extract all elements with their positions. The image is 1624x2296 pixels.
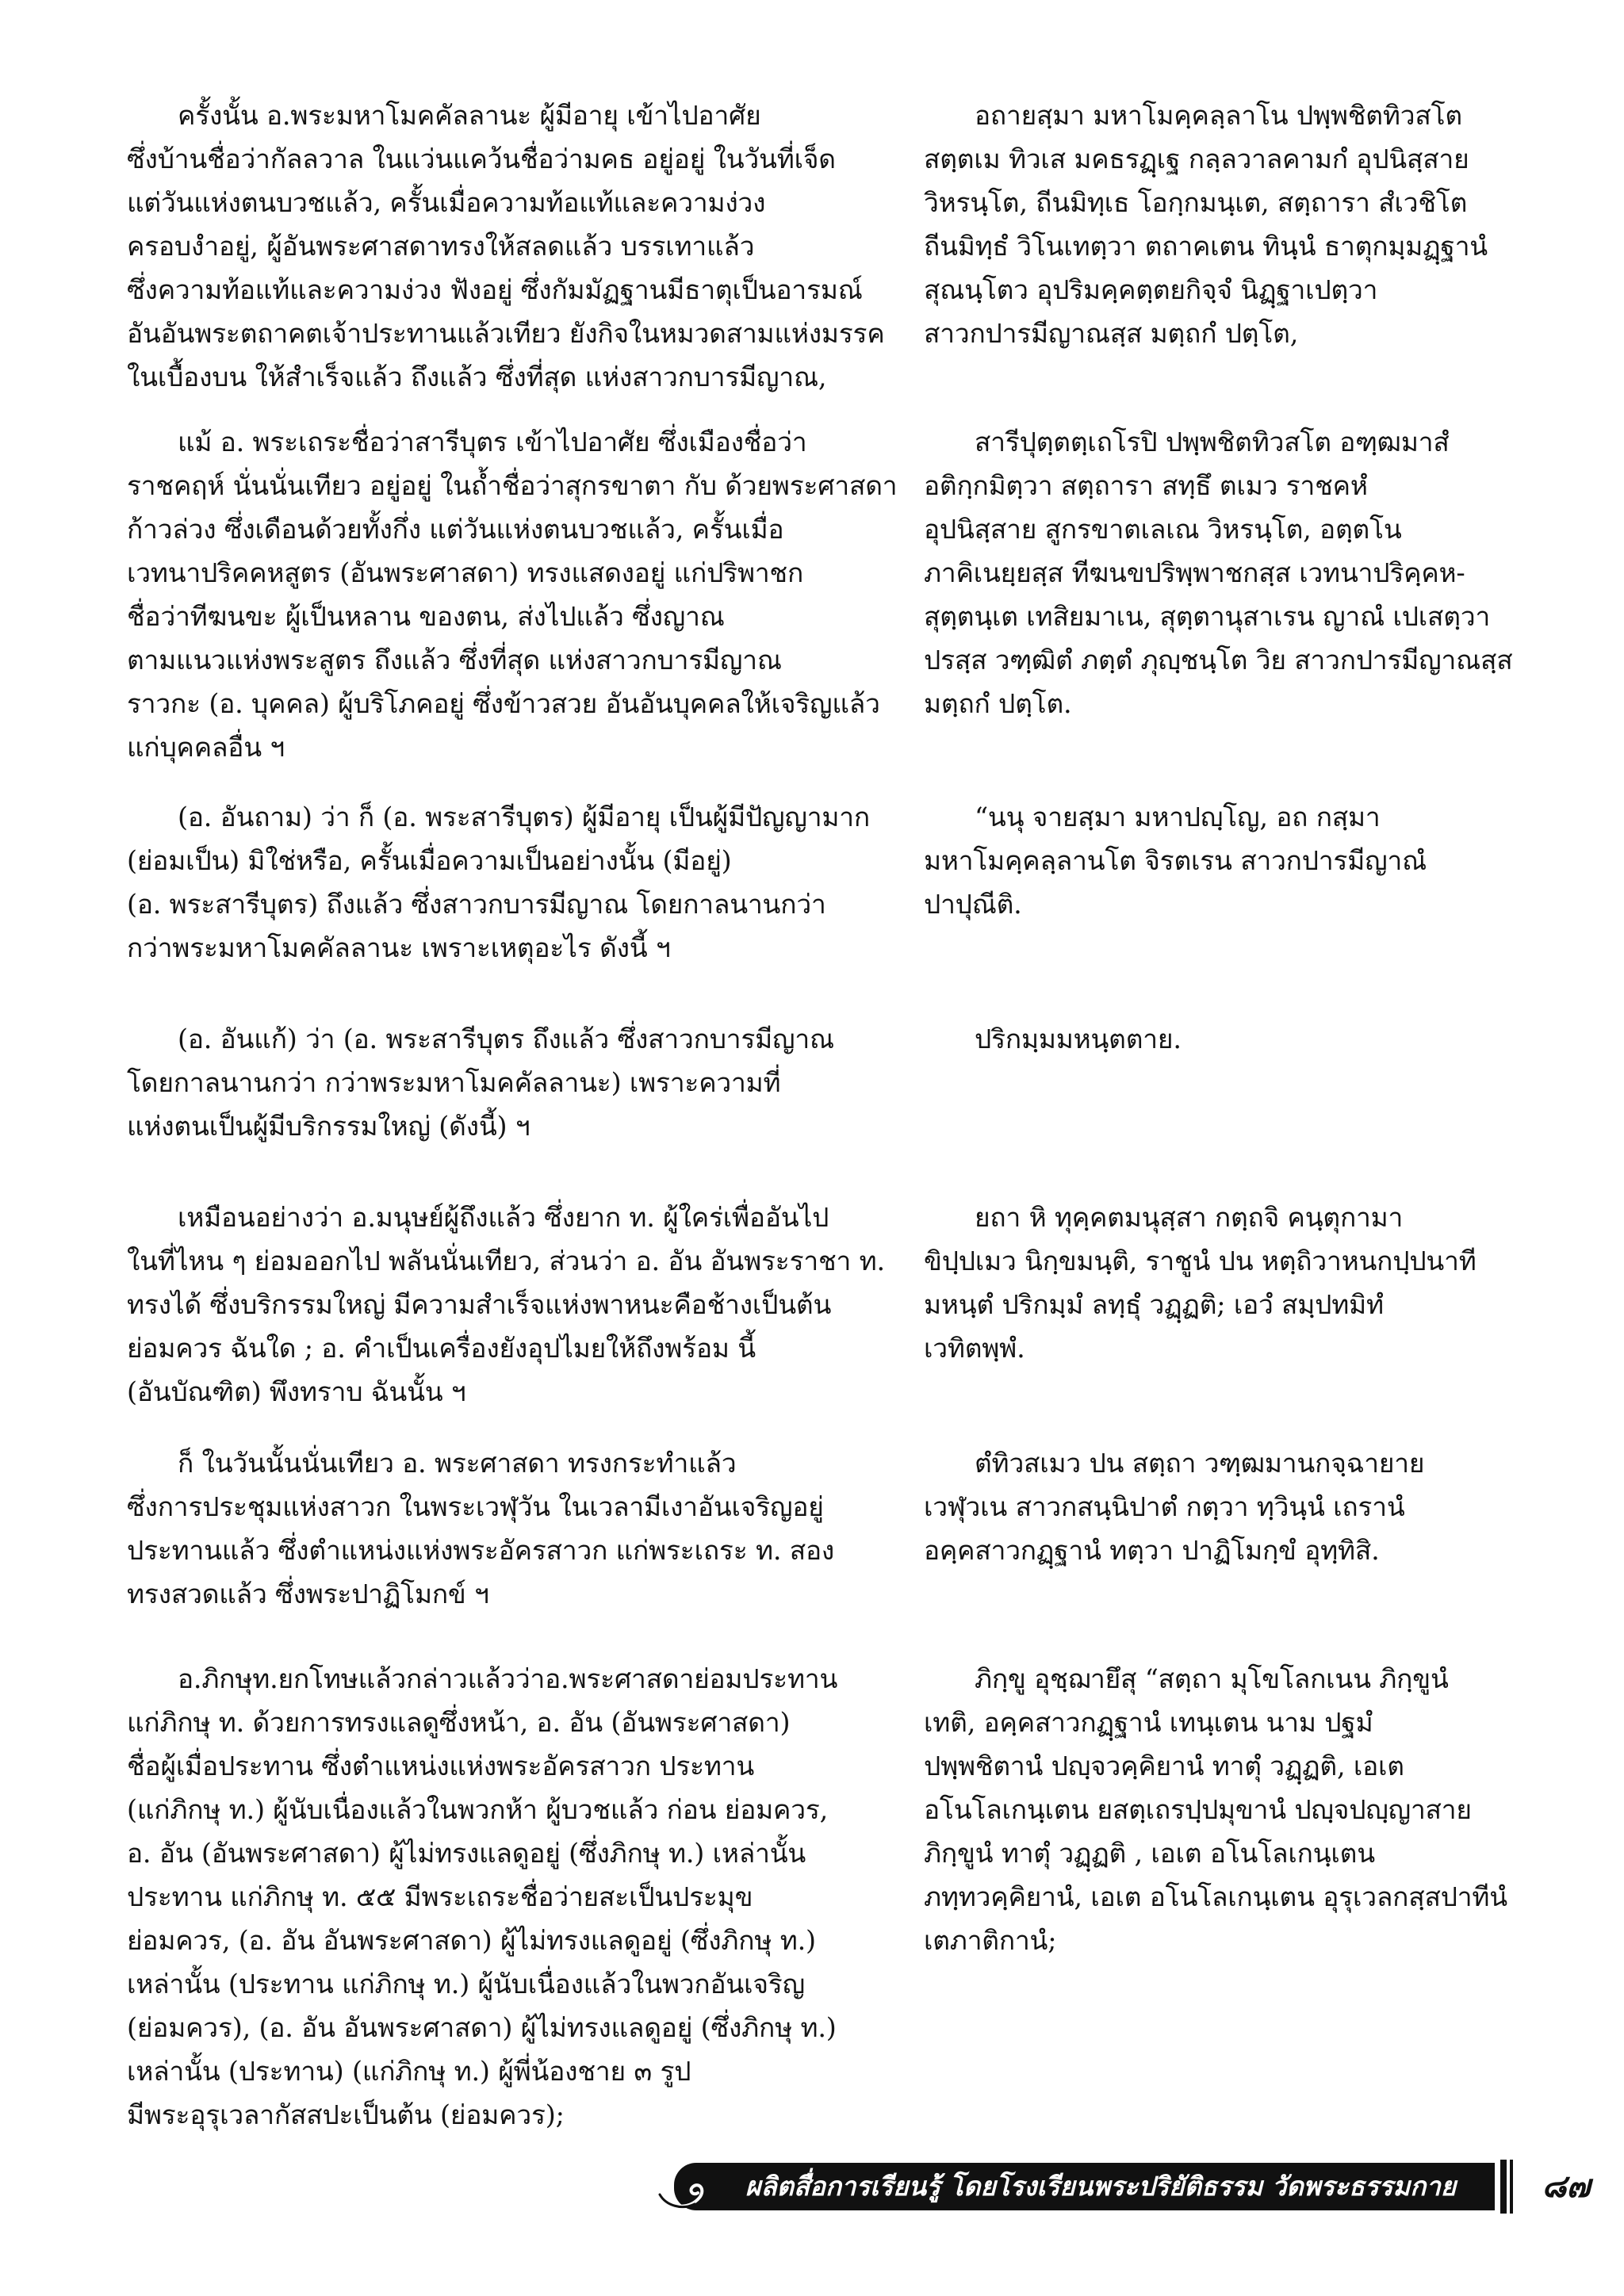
left-paragraph-6 [127,1441,920,1616]
right-paragraph-5 [924,1196,1534,1370]
right-paragraph-6 [924,1441,1534,1572]
left-paragraph-7 [127,1657,920,2137]
paragraph-text: (อ. อันแก้) ว่า (อ. พระสารีบุตร ถึงแล้ว ซึ่งสาวกบารมีญาณ โดยกาลนานกว่า กว่าพระมหาโมคคัลลานะ) เพราะความที่ แห่งตนเป็นผู้มีบริกรรมใหญ่ (ดังนี้) ฯ [127,1024,834,1142]
right-paragraph-2 [924,420,1534,725]
left-paragraph-5 [127,1196,920,1414]
left-paragraph-1 [127,94,920,399]
footer-divider [1510,2160,1513,2214]
footer-divider [1500,2160,1507,2214]
paragraph-text: อถายสฺมา มหาโมคฺคลฺลาโน ปพฺพชิตทิวสโต สตฺตเม ทิวเส มคธรฏฺเฐ กลฺลวาลคามกํ อุปนิสฺสาย วิหรนฺโต, ถีนมิทฺเธ โอกฺกมนฺเต, สตฺถารา สํเวชิโต ถีนมิทฺธํ วิโนเทตฺวา ตถาคเตน ทินฺนํ ธาตุกมฺมฏฺฐานํ สุณนฺโตว อุปริมคฺคตฺตยกิจฺจํ นิฏฺฐาเปตฺวา สาวกปารมีญาณสฺส มตฺถกํ ปตฺโต, [924,100,1488,349]
page-footer [619,2156,1610,2218]
paragraph-text: “นนุ จายสฺมา มหาปญฺโญ, อถ กสฺมา มหาโมคฺคลฺลานโต จิรตเรน สาวกปารมีญาณํ ปาปุณีติ. [924,802,1427,920]
footer-publisher-text: ผลิตสื่อการเรียนรู้ โดยโรงเรียนพระปริยัติธรรม วัดพระธรรมกาย [745,2171,1457,2202]
paragraph-text: ก็ ในวันนั้นนั่นเทียว อ. พระศาสดา ทรงกระทำแล้ว ซึ่งการประชุมแห่งสาวก ในพระเวฬุวัน ในเวลามีเงาอันเจริญอยู่ ประทานแล้ว ซึ่งตำแหน่งแห่งพระอัครสาวก แก่พระเถระ ท. สอง ทรงสวดแล้ว ซึ่งพระปาฏิโมกข์ ฯ [127,1448,835,1609]
paragraph-text: ปริกมฺมมหนฺตตาย. [975,1024,1182,1054]
right-paragraph-3 [924,795,1534,926]
page-number: ๘๗ [1542,2168,1591,2205]
paragraph-text: สารีปุตฺตตฺเถโรปิ ปพฺพชิตทิวสโต อฑฺฒมาสํ อติกฺกมิตฺวา สตฺถารา สทฺธึ ตเมว ราชคหํ อุปนิสฺสาย สูกรขาตเลเณ วิหรนฺโต, อตฺตโน ภาคิเนยฺยสฺส ทีฆนขปริพฺพาชกสฺส เวทนาปริคฺคห- สุตฺตนฺเต เทสิยมาเน, สุตฺตานุสาเรน ญาณํ เปเสตฺวา ปรสฺส วฑฺฒิตํ ภตฺตํ ภุญฺชนฺโต วิย สาวกปารมีญาณสฺส มตฺถกํ ปตฺโต. [924,427,1513,719]
swirl-ornament-icon [658,2160,745,2215]
paragraph-text: เหมือนอย่างว่า อ.มนุษย์ผู้ถึงแล้ว ซึ่งยาก ท. ผู้ใคร่เพื่ออันไป ในที่ไหน ๆ ย่อมออกไป พลันนั่นเทียว, ส่วนว่า อ. อัน อันพระราชา ท. ทรงได้ ซึ่งบริกรรมใหญ่ มีความสำเร็จแห่งพาหนะคือช้างเป็นต้น ย่อมควร ฉันใด ; อ. คำเป็นเครื่องยังอุปไมยให้ถึงพร้อม นี้ (อันบัณฑิต) พึงทราบ ฉันนั้น ฯ [127,1202,885,1407]
right-paragraph-7 [924,1657,1534,1962]
paragraph-text: อ.ภิกษุท.ยกโทษแล้วกล่าวแล้วว่าอ.พระศาสดาย่อมประทาน แก่ภิกษุ ท. ด้วยการทรงแลดูซึ่งหน้า, อ. อัน (อันพระศาสดา) ชื่อผู้เมื่อประทาน ซึ่งตำแหน่งแห่งพระอัครสาวก ประทาน (แก่ภิกษุ ท.) ผู้นับเนื่องแล้วในพวกห้า ผู้บวชแล้ว ก่อน ย่อมควร, อ. อัน (อันพระศาสดา) ผู้ไม่ทรงแลดูอยู่ (ซึ่งภิกษุ ท.) เหล่านั้น ประทาน แก่ภิกษุ ท. ๕๕ มีพระเถระชื่อว่ายสะเป็นประมุข ย่อมควร, (อ. อัน อันพระศาสดา) ผู้ไม่ทรงแลดูอยู่ (ซึ่งภิกษุ ท.) เหล่านั้น (ประทาน แก่ภิกษุ ท.) ผู้นับเนื่องแล้วในพวกอันเจริญ (ย่อมควร), (อ. อัน อันพระศาสดา) ผู้ไม่ทรงแลดูอยู่ (ซึ่งภิกษุ ท.) เหล่านั้น (ประทาน) (แก่ภิกษุ ท.) ผู้พี่น้องชาย ๓ รูป มีพระอุรุเวลากัสสปะเป็นต้น (ย่อมควร); [127,1663,838,2130]
right-paragraph-4 [924,1017,1534,1061]
paragraph-text: ตํทิวสเมว ปน สตฺถา วฑฺฒมานกจฺฉายาย เวฬุวเน สาวกสนฺนิปาตํ กตฺวา ทฺวินฺนํ เถรานํ อคฺคสาวกฏฺฐานํ ทตฺวา ปาฏิโมกฺขํ อุทฺทิสิ. [924,1448,1425,1566]
paragraph-text: (อ. อันถาม) ว่า ก็ (อ. พระสารีบุตร) ผู้มีอายุ เป็นผู้มีปัญญามาก (ย่อมเป็น) มิใช่หรือ, ครั้นเมื่อความเป็นอย่างนั้น (มีอยู่) (อ. พระสารีบุตร) ถึงแล้ว ซึ่งสาวกบารมีญาณ โดยกาลนานกว่า กว่าพระมหาโมคคัลลานะ เพราะเหตุอะไร ดังนี้ ฯ [127,802,870,963]
paragraph-text: ครั้งนั้น อ.พระมหาโมคคัลลานะ ผู้มีอายุ เข้าไปอาศัย ซึ่งบ้านชื่อว่ากัลลวาล ในแว่นแคว้นชื่อว่ามคธ อยู่อยู่ ในวันที่เจ็ด แต่วันแห่งตนบวชแล้ว, ครั้นเมื่อความท้อแท้และความง่วง ครอบงำอยู่, ผู้อันพระศาสดาทรงให้สลดแล้ว บรรเทาแล้ว ซึ่งความท้อแท้และความง่วง ฟังอยู่ ซึ่งกัมมัฏฐานมีธาตุเป็นอารมณ์ อันอันพระตถาคตเจ้าประทานแล้วเทียว ยังกิจในหมวดสามแห่งมรรค ในเบื้องบน ให้สำเร็จแล้ว ถึงแล้ว ซึ่งที่สุด แห่งสาวกบารมีญาณ, [127,100,885,392]
paragraph-text: แม้ อ. พระเถระชื่อว่าสารีบุตร เข้าไปอาศัย ซึ่งเมืองชื่อว่า ราชคฤห์ นั่นนั่นเทียว อยู่อยู่ ในถ้ำชื่อว่าสุกรขาตา กับ ด้วยพระศาสดา ก้าวล่วง ซึ่งเดือนด้วยทั้งกึ่ง แต่วันแห่งตนบวชแล้ว, ครั้นเมื่อ เวทนาปริคคหสูตร (อันพระศาสดา) ทรงแสดงอยู่ แก่ปริพาชก ชื่อว่าทีฆนขะ ผู้เป็นหลาน ของตน, ส่งไปแล้ว ซึ่งญาณ ตามแนวแห่งพระสูตร ถึงแล้ว ซึ่งที่สุด แห่งสาวกบารมีญาณ ราวกะ (อ. บุคคล) ผู้บริโภคอยู่ ซึ่งข้าวสวย อันอันบุคคลให้เจริญแล้ว แก่บุคคลอื่น ฯ [127,427,898,763]
paragraph-text: ยถา หิ ทุคฺคตมนุสฺสา กตฺถจิ คนฺตุกามา ขิปฺปเมว นิกฺขมนฺติ, ราชูนํ ปน หตฺถิวาหนกปฺปนาที มหนฺตํ ปริกมฺมํ ลทฺธุํ วฏฺฏติ; เอวํ สมฺปทมิทํ เวทิตพฺพํ. [924,1202,1477,1364]
left-paragraph-4 [127,1017,920,1148]
left-paragraph-2 [127,420,920,769]
right-paragraph-1 [924,94,1534,355]
left-paragraph-3 [127,795,920,970]
paragraph-text: ภิกฺขู อุชฺฌายึสุ “สตฺถา มุโขโลกเนน ภิกฺขูนํ เทติ, อคฺคสาวกฏฺฐานํ เทนฺเตน นาม ปฐมํ ปพฺพชิตานํ ปญฺจวคฺคิยานํ ทาตุํ วฏฺฏติ, เอเต อโนโลเกนฺเตน ยสตฺเถรปฺปมุขานํ ปญฺจปญฺญาสาย ภิกฺขูนํ ทาตุํ วฏฺฏติ , เอเต อโนโลเกนฺเตน ภทฺทวคฺคิยานํ, เอเต อโนโลเกนฺเตน อุรุเวลกสฺสปาทีนํ เตภาติกานํ; [924,1663,1508,1956]
